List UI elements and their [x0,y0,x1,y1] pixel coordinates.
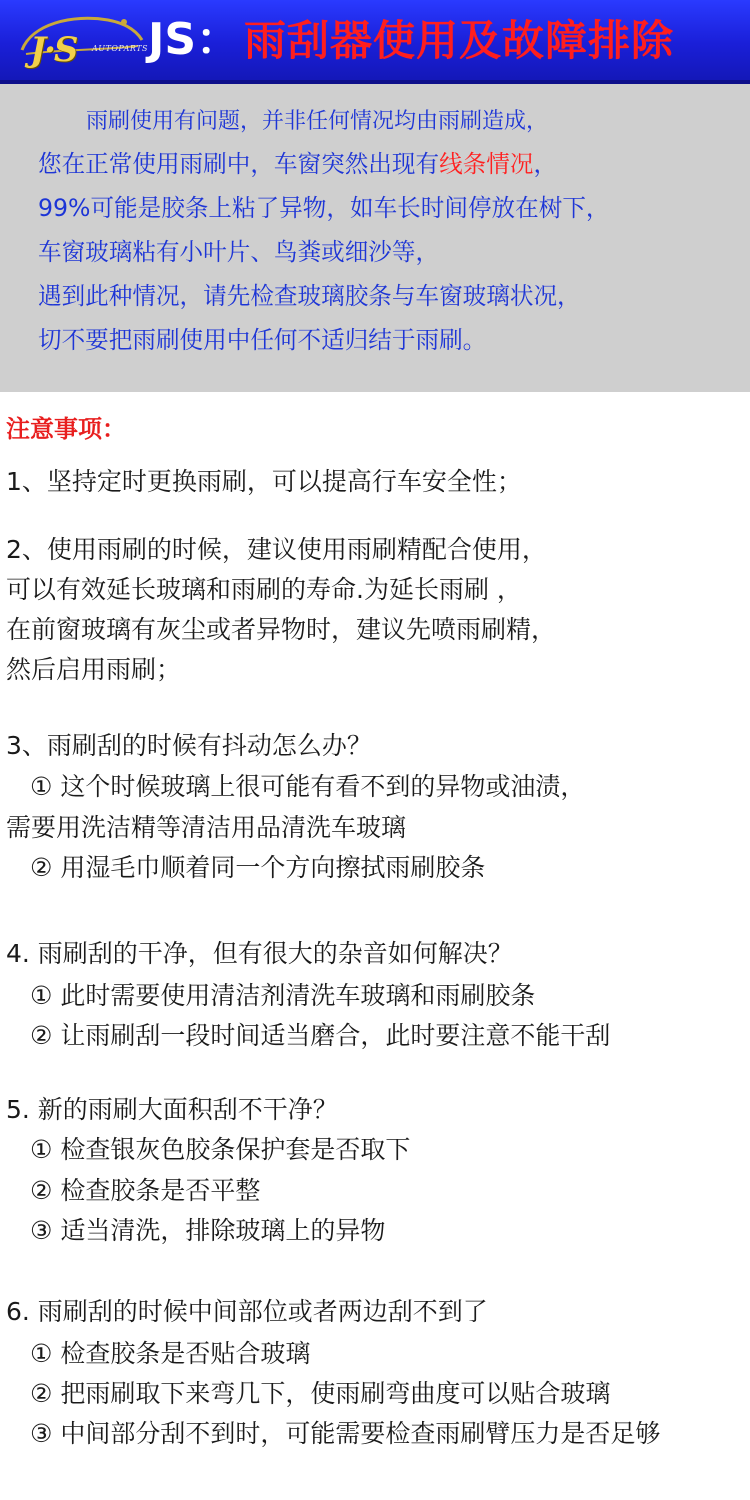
note-line: 在前窗玻璃有灰尘或者异物时，建议先喷雨刷精， [6,615,557,644]
intro-line: 雨刷使用有问题，并非任何情况均由雨刷造成， [86,109,549,134]
note-line: 需要用洗洁精等清洁用品清洗车玻璃 [6,813,407,842]
note-subitem: ① 检查银灰色胶条保护套是否取下 [30,1135,411,1164]
intro-line [38,148,750,180]
intro-line: 车窗玻璃粘有小叶片、鸟粪或细沙等， [38,238,440,266]
note-subitem: ③ 适当清洗，排除玻璃上的异物 [30,1216,386,1245]
intro-line: 切不要把雨刷使用中任何不适归结于雨刷。 [38,326,487,354]
intro-line: 遇到此种情况，请先检查玻璃胶条与车窗玻璃状况， [38,282,581,310]
logo-subtitle: AUTOPARTS [92,44,149,53]
page-title: 雨刮器使用及故障排除 [244,16,675,65]
note-subitem: ① 此时需要使用清洁剂清洗车玻璃和雨刷胶条 [30,981,536,1010]
logo-letters: J·S [30,30,77,70]
header-brand: JS： [148,14,241,65]
notes-heading: 注意事项： [6,415,126,443]
note-subitem: ① 这个时候玻璃上很可能有看不到的异物或油渍， [30,772,586,801]
note-item: 2、使用雨刷的时候，建议使用雨刷精配合使用， [6,535,547,564]
brand-logo [12,10,150,72]
note-line: 然后启用雨刷； [6,655,182,684]
note-line: 可以有效延长玻璃和雨刷的寿命.为延长雨刷 ， [6,575,522,604]
intro-highlight: 线条情况 [439,150,534,178]
intro-text: 您在正常使用雨刷中，车窗突然出现有 [38,150,440,178]
intro-line: 99%可能是胶条上粘了异物，如车长时间停放在树下， [38,194,610,222]
note-item: 5. 新的雨刷大面积刮不干净？ [6,1095,338,1124]
note-item: 1、坚持定时更换雨刷，可以提高行车安全性； [6,467,522,496]
note-subitem: ③ 中间部分刮不到时，可能需要检查雨刷臂压力是否足够 [30,1419,661,1448]
note-subitem: ② 用湿毛巾顺着同一个方向擦拭雨刷胶条 [30,853,486,882]
note-subitem: ② 把雨刷取下来弯几下，使雨刷弯曲度可以贴合玻璃 [30,1379,611,1408]
note-item: 3、雨刷刮的时候有抖动怎么办？ [6,731,372,760]
note-subitem: ① 检查胶条是否贴合玻璃 [30,1339,311,1368]
note-item: 4. 雨刷刮的干净，但有很大的杂音如何解决？ [6,939,513,968]
intro-text: ， [533,150,558,178]
intro-panel [0,84,750,392]
note-item: 6. 雨刷刮的时候中间部位或者两边刮不到了 [6,1297,488,1326]
header-banner [0,0,750,84]
note-subitem: ② 检查胶条是否平整 [30,1176,261,1205]
note-subitem: ② 让雨刷刮一段时间适当磨合，此时要注意不能干刮 [30,1021,611,1050]
